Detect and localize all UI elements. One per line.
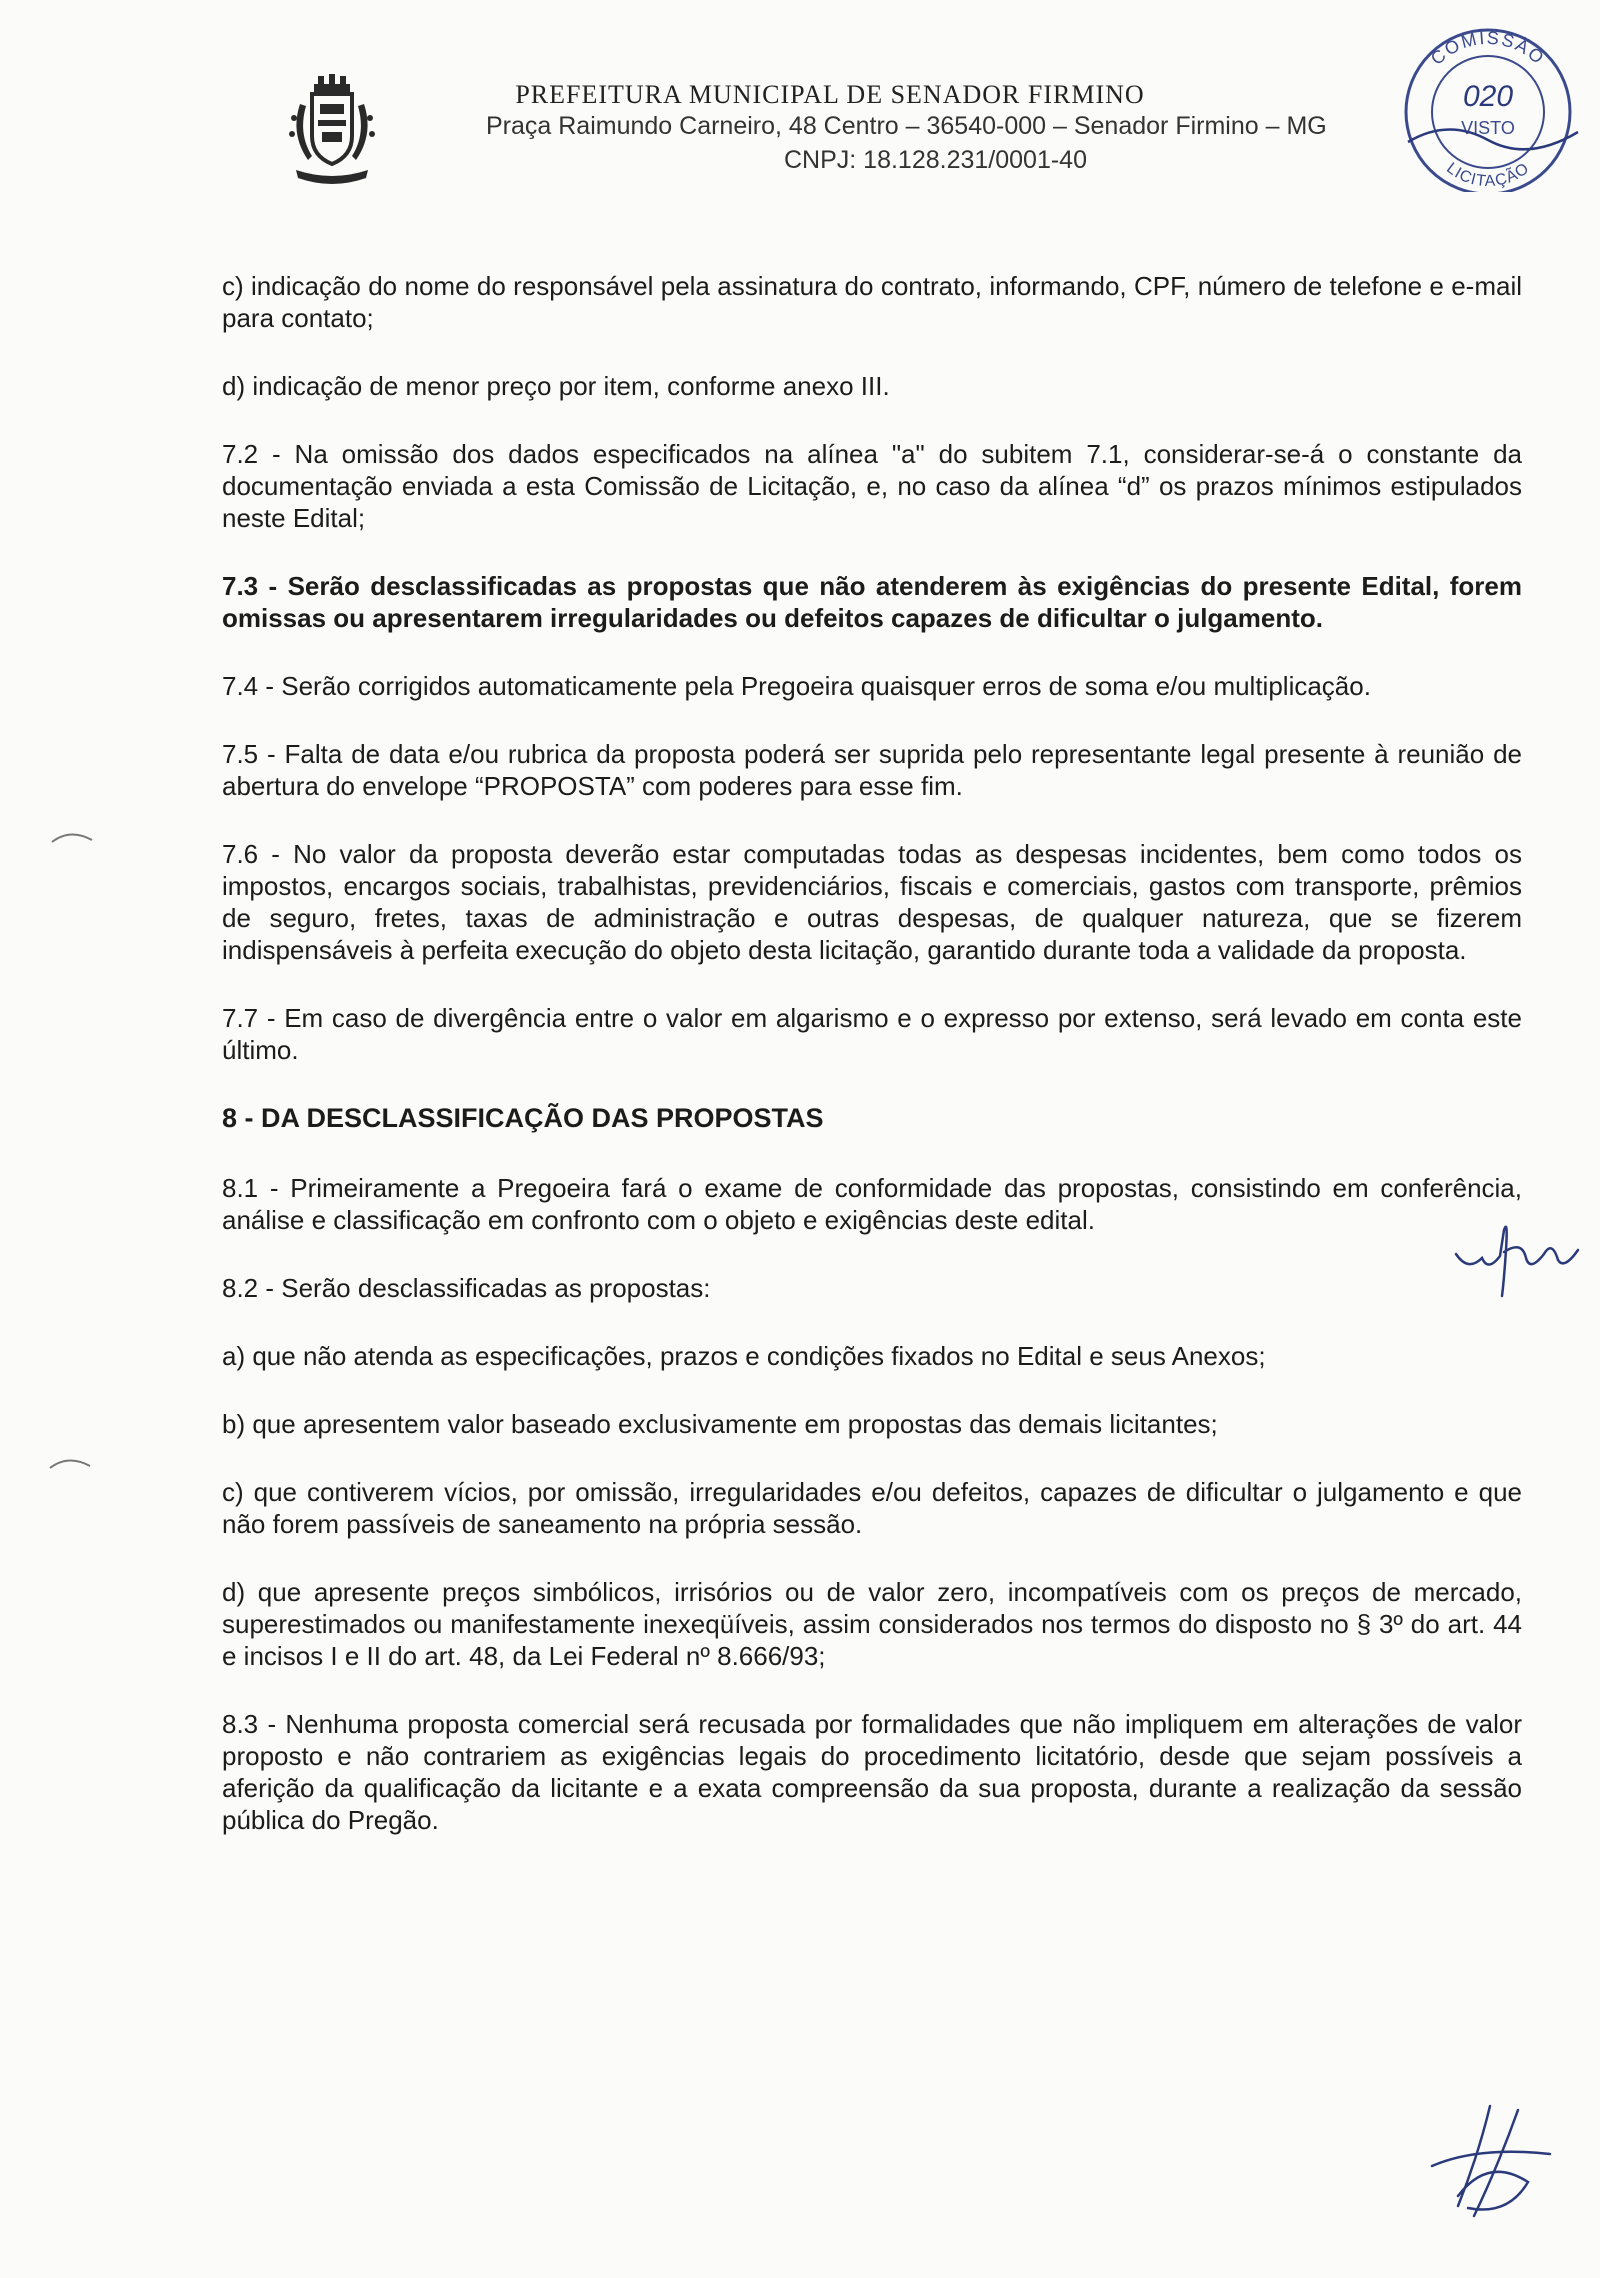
- svg-text:LICITAÇÃO: [1443, 160, 1533, 190]
- paragraph-8-2-b: b) que apresentem valor baseado exclusivamente em propostas das demais licitantes;: [222, 1409, 1218, 1439]
- letterhead: [0, 0, 1600, 200]
- stamp-mid-text: VISTO: [1461, 118, 1515, 138]
- paragraph-7-1-c: c) indicação do nome do responsável pela assinatura do contrato, informando, CPF, número de telefone e e-mail para contato;: [222, 271, 1522, 333]
- organization-name: PREFEITURA MUNICIPAL DE SENADOR FIRMINO: [515, 80, 1145, 109]
- paragraph-7-5: 7.5 - Falta de data e/ou rubrica da proposta poderá ser suprida pelo representante legal presente à reunião de abertura do envelope “PROPOSTA” com poderes para esse fim.: [222, 739, 1522, 801]
- handwritten-rubric-icon: [1448, 1210, 1588, 1300]
- paragraph-7-4: 7.4 - Serão corrigidos automaticamente pela Pregoeira quaisquer erros de soma e/ou multiplicação.: [222, 671, 1371, 701]
- paragraph-7-2: 7.2 - Na omissão dos dados especificados na alínea "a" do subitem 7.1, considerar-se-á o constante da documentação enviada a esta Comissão de Licitação, e, no caso da alínea “d” os prazos mínimos estipulados neste Edital;: [222, 439, 1522, 533]
- paragraph-7-6: 7.6 - No valor da proposta deverão estar computadas todas as despesas incidentes, bem como todos os impostos, encargos sociais, trabalhistas, previdenciários, fiscais e comerciais, gastos com transporte, prêmios de seguro, fretes, taxas de administração e outras despesas, de qualquer natureza, que se fizerem indispensáveis à perfeita execução do objeto desta licitação, garantido durante toda a validade da proposta.: [222, 839, 1522, 965]
- margin-mark: [48, 826, 98, 846]
- commission-stamp: [1388, 22, 1588, 192]
- paragraph-8-2: 8.2 - Serão desclassificadas as propostas:: [222, 1273, 711, 1303]
- section-8-heading: 8 - DA DESCLASSIFICAÇÃO DAS PROPOSTAS: [222, 1103, 824, 1133]
- paragraph-8-2-c: c) que contiverem vícios, por omissão, irregularidades e/ou defeitos, capazes de dificultar o julgamento e que não forem passíveis de saneamento na própria sessão.: [222, 1477, 1522, 1539]
- stamp-top-text: COMISSÃO: [1426, 27, 1550, 69]
- paragraph-8-2-d: d) que apresente preços simbólicos, irrisórios ou de valor zero, incompatíveis com os preços de mercado, superestimados ou manifestamente inexeqüíveis, assim considerados nos termos do disposto no § 3º do art. 44 e incisos I e II do art. 48, da Lei Federal nº 8.666/93;: [222, 1577, 1522, 1671]
- organization-address: Praça Raimundo Carneiro, 48 Centro – 36540-000 – Senador Firmino – MG: [486, 112, 1327, 140]
- handwritten-signature-icon: [1418, 2096, 1568, 2226]
- paragraph-8-3: 8.3 - Nenhuma proposta comercial será recusada por formalidades que não impliquem em alterações de valor proposto e não contrariem as exigências legais do procedimento licitatório, desde que sejam possíveis a aferição da qualificação da licitante e a exata compreensão da sua proposta, durante a realização da sessão pública do Pregão.: [222, 1709, 1522, 1835]
- stamp-bottom-text: LICITAÇÃO: [1443, 159, 1533, 191]
- paragraph-7-3: 7.3 - Serão desclassificadas as propostas que não atenderem às exigências do presente Edital, forem omissas ou apresentarem irregularidades ou defeitos capazes de dificultar o julgamento.: [222, 571, 1522, 633]
- svg-text:COMISSÃO: [1427, 28, 1549, 69]
- organization-cnpj: CNPJ: 18.128.231/0001-40: [784, 146, 1087, 174]
- document-body: [222, 270, 1522, 1872]
- stamp-number: 020: [1462, 80, 1514, 113]
- paragraph-8-2-a: a) que não atenda as especificações, prazos e condições fixados no Edital e seus Anexos;: [222, 1341, 1266, 1371]
- paragraph-8-1: 8.1 - Primeiramente a Pregoeira fará o exame de conformidade das propostas, consistindo em conferência, análise e classificação em confronto com o objeto e exigências deste edital.: [222, 1173, 1522, 1235]
- paragraph-7-1-d: d) indicação de menor preço por item, conforme anexo III.: [222, 371, 890, 401]
- margin-mark: [46, 1452, 96, 1472]
- paragraph-7-7: 7.7 - Em caso de divergência entre o valor em algarismo e o expresso por extenso, será levado em conta este último.: [222, 1003, 1522, 1065]
